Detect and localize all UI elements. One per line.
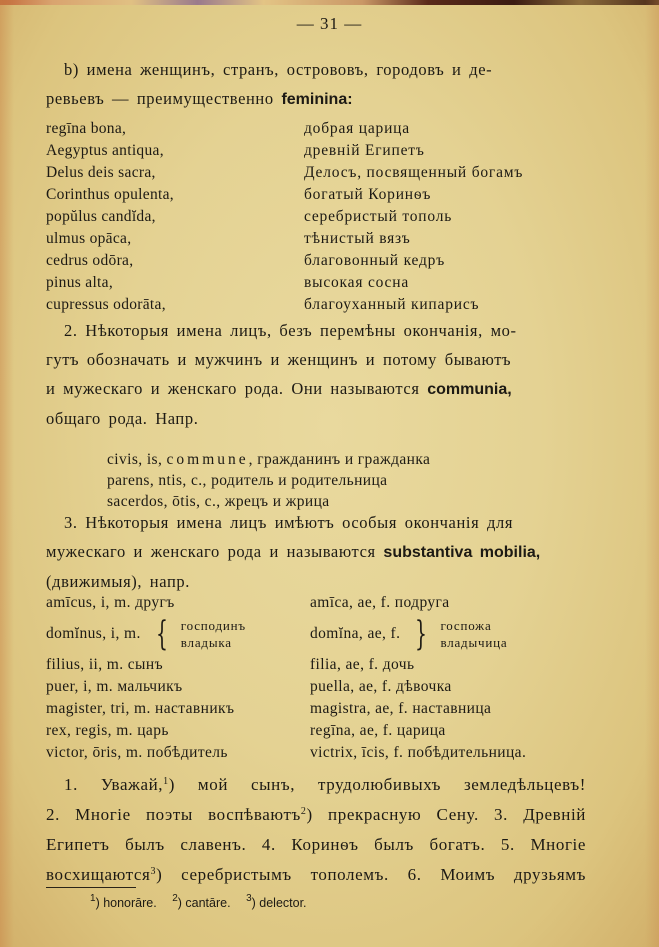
table-row: amīcus, i, m. другъ amīca, ae, f. подруга (46, 594, 450, 611)
table-row: Aegyptus antiqua, древній Египетъ (46, 142, 425, 159)
section-3-line-1: 3. Нѣкоторыя имена лицъ имѣютъ особыя окончанія для (64, 513, 514, 532)
table-row: regīna bona, добрая царица (46, 120, 410, 137)
table-row: rex, regis, m. царь regīna, ae, f. царица (46, 722, 446, 739)
table-row: domĭnus, i, m. { господинъ владыка domĭna, ae, f. } госпожа владычица (46, 614, 508, 654)
table-row: ulmus opāca, тѣнистый вязъ (46, 230, 411, 247)
table-row: filius, ii, m. сынъ filia, ae, f. дочь (46, 656, 415, 673)
table-row: puer, i, m. мальчикъ puella, ae, f. дѣвочка (46, 678, 452, 695)
footnotes (90, 893, 319, 910)
section-3-line-3: (движимыя), напр. (46, 572, 190, 591)
footnote-2: $^2$) cantāre. (172, 893, 231, 910)
section-2-line-3: и мужескаго и женскаго рода. Они называются communia, (46, 379, 512, 398)
table-row: pinus alta, высокая сосна (46, 274, 410, 291)
footnote-1: $^1$) honorāre. (90, 893, 157, 910)
left-brace-icon: { (155, 614, 168, 654)
list-item: sacerdos, ōtis, c., жрецъ и жрица (107, 493, 330, 510)
footnote-ref-3: 3 (150, 866, 157, 877)
term-substantiva-mobilia: substantiva mobilia, (383, 544, 541, 561)
page-left-shadow (0, 0, 14, 947)
term-feminina: feminina: (281, 91, 353, 108)
section-2-line-4: общаго рода. Напр. (46, 409, 199, 428)
exercise-line-1: 1. Уважай,$^1$) мой сынъ, трудолюбивыхъ земледѣльцевъ! (64, 775, 586, 794)
table-row: Corinthus opulenta, богатый Коринѳъ (46, 186, 432, 203)
page-right-shadow (645, 0, 659, 947)
section-b-line-2: ревьевъ — преимущественно feminina: (46, 89, 353, 108)
page-top-edge (0, 0, 659, 5)
communia-examples (107, 449, 607, 512)
exercise-line-4: восхищаются$^3$) серебристымъ тополемъ. 6. Моимъ друзьямъ (46, 865, 586, 884)
table-row: Delus deis sacra, Делосъ, посвященный богамъ (46, 164, 524, 181)
mobilia-examples-table (46, 592, 626, 764)
section-2-line-1: 2. Нѣкоторыя имена лицъ, безъ перемѣны окончанія, мо- (64, 321, 517, 340)
table-row: victor, ōris, m. побѣдитель victrix, īcis, f. побѣдительница. (46, 744, 527, 761)
table-row: cupressus odorāta, благоуханный кипарисъ (46, 296, 480, 313)
footnote-ref-1: 1 (163, 776, 169, 787)
section-2-paragraph (46, 316, 586, 433)
term-communia: communia, (427, 381, 512, 398)
exercise-line-3: Египетъ былъ славенъ. 4. Коринѳъ былъ богатъ. 5. Многіе (46, 835, 586, 854)
table-row: cedrus odōra, благовонный кедръ (46, 252, 446, 269)
exercise-line-2: 2. Многіе поэты воспѣваютъ$^2$) прекрасную Сену. 3. Древній (46, 805, 586, 824)
feminina-examples-table (46, 118, 606, 316)
right-brace-icon: } (415, 614, 428, 654)
list-item: civis, is, commune, гражданинъ и гражданка (107, 451, 431, 468)
exercise-paragraph (46, 770, 586, 890)
footnote-ref-2: 2 (300, 806, 307, 817)
section-3-line-2: мужескаго и женскаго рода и называются substantiva mobilia, (46, 542, 541, 561)
section-3-paragraph (46, 508, 586, 596)
page-number: — 31 — (296, 14, 363, 33)
section-b-intro (46, 55, 586, 114)
table-row: magister, tri, m. наставникъ magistra, ae, f. наставница (46, 700, 492, 717)
table-row: popŭlus candĭda, серебристый тополь (46, 208, 453, 225)
section-b-line-1: b) имена женщинъ, странъ, острововъ, городовъ и де- (64, 60, 493, 79)
list-item: parens, ntis, c., родитель и родительница (107, 472, 388, 489)
footnote-divider (46, 887, 136, 888)
section-2-line-2: гутъ обозначать и мужчинъ и женщинъ и потому бываютъ (46, 350, 512, 369)
footnote-3: $^3$) delector. (246, 893, 307, 910)
